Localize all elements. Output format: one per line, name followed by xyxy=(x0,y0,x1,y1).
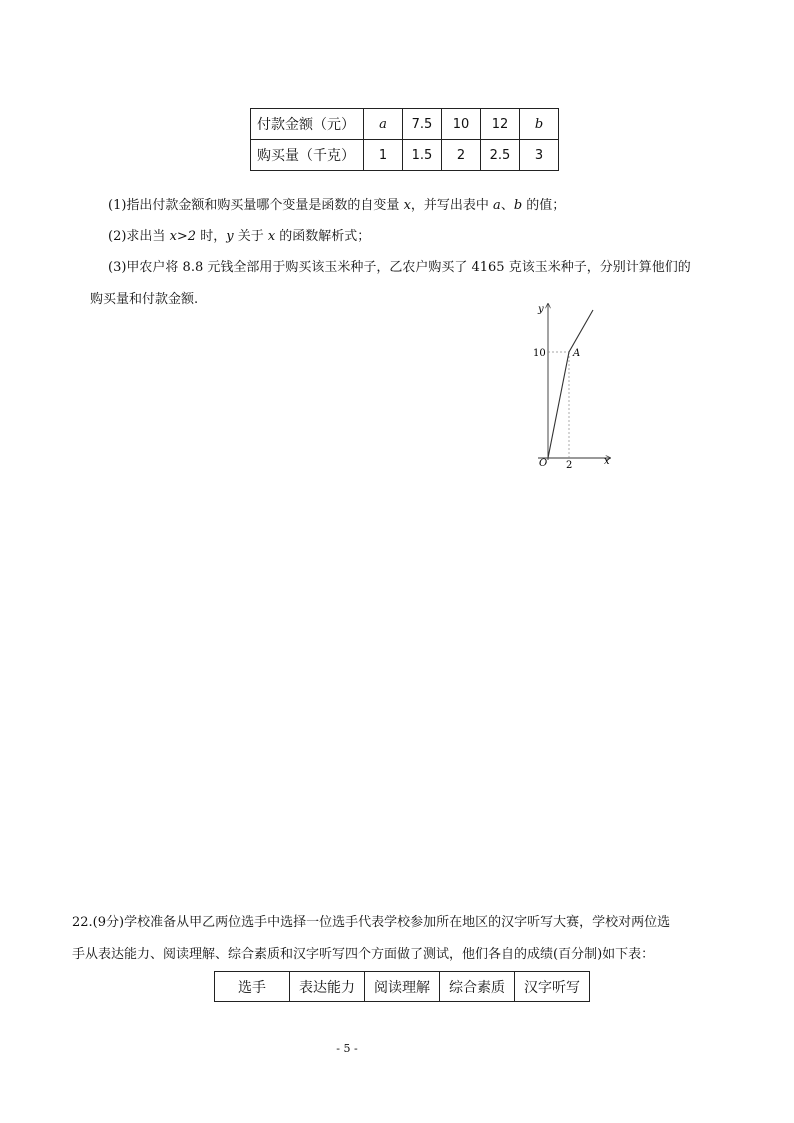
problem-22-line-1: 22.(9分)学校准备从甲乙两位选手中选择一位选手代表学校参加所在地区的汉字听写大赛，学校对两位选 xyxy=(72,915,671,930)
table-cell: 2.5 xyxy=(481,140,520,171)
problem-22-line-2: 手从表达能力、阅读理解、综合素质和汉字听写四个方面做了测试，他们各自的成绩(百分制)如下表： xyxy=(72,947,655,962)
x-tick-label: 2 xyxy=(566,460,573,471)
page-number: - 5 - xyxy=(336,1042,358,1055)
table-cell: 10 xyxy=(442,109,481,140)
table-cell: 7.5 xyxy=(403,109,442,140)
table-cell: 12 xyxy=(481,109,520,140)
question-3-line-1: (3)甲农户将 8.8 元钱全部用于购买该玉米种子，乙农户购买了 4165 克该玉米种子，分别计算他们的 xyxy=(108,260,691,275)
question-3-line-2: 购买量和付款金额. xyxy=(90,292,199,307)
table-header-cell: 汉字听写 xyxy=(515,972,590,1002)
table-row xyxy=(215,972,590,1002)
function-graph xyxy=(520,296,620,476)
table-cell: 3 xyxy=(520,140,559,171)
table-header-cell: 综合素质 xyxy=(440,972,515,1002)
question-1: (1)指出付款金额和购买量哪个变量是函数的自变量 x，并写出表中 a、b 的值； xyxy=(108,198,566,213)
table-header-cell: 购买量（千克） xyxy=(251,140,364,171)
table-row xyxy=(251,140,559,171)
table-cell: a xyxy=(364,109,403,140)
table-header-cell: 表达能力 xyxy=(290,972,365,1002)
table-row xyxy=(251,109,559,140)
price-quantity-table xyxy=(250,108,559,171)
point-a-label: A xyxy=(573,348,581,359)
score-table xyxy=(214,971,590,1002)
function-line xyxy=(548,310,593,458)
y-axis-label: y xyxy=(538,304,544,315)
question-2: (2)求出当 x>2 时，y 关于 x 的函数解析式； xyxy=(108,229,371,244)
table-cell: 1.5 xyxy=(403,140,442,171)
table-cell: b xyxy=(520,109,559,140)
x-axis-label: x xyxy=(604,456,610,467)
table-header-cell: 阅读理解 xyxy=(365,972,440,1002)
table-header-cell: 选手 xyxy=(215,972,290,1002)
y-tick-label: 10 xyxy=(533,348,546,359)
table-cell: 2 xyxy=(442,140,481,171)
table-cell: 1 xyxy=(364,140,403,171)
table-header-cell: 付款金额（元） xyxy=(251,109,364,140)
origin-label: O xyxy=(539,458,548,469)
